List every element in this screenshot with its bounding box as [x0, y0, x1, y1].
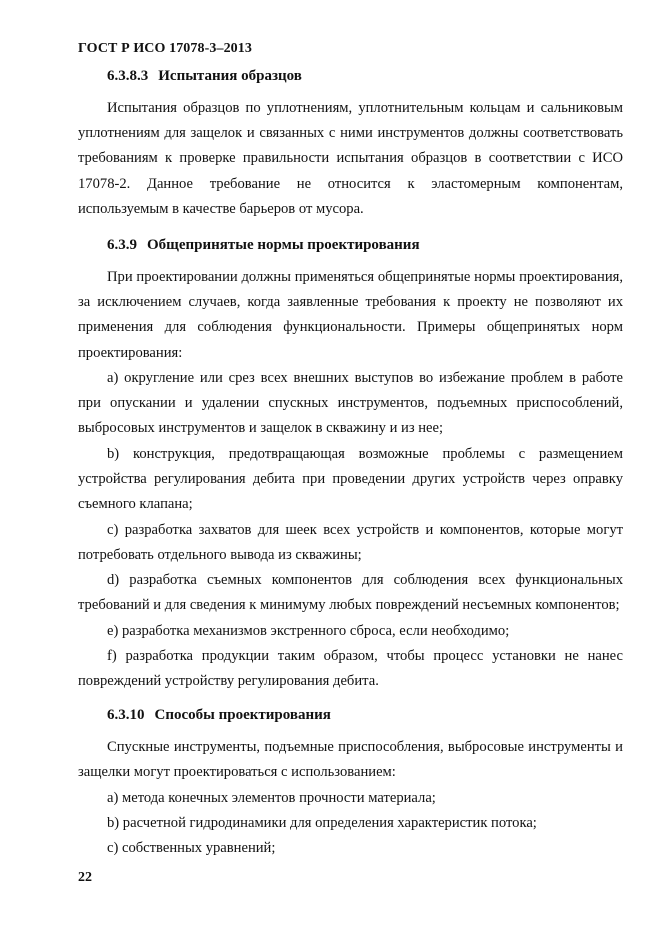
list-item-a: a) метода конечных элементов прочности материала;: [107, 790, 436, 806]
list-item-d: d) разработка съемных компонентов для соблюдения всех функциональных требований и для сведения к минимуму любых повреждений несъемных компонентов;: [78, 572, 623, 614]
paragraph: Спускные инструменты, подъемные приспособления, выбросовые инструменты и защелки могут проектироваться с использованием:: [78, 739, 623, 781]
section-number: 6.3.8.3: [107, 68, 149, 84]
list-item-c: c) разработка захватов для шеек всех устройств и компонентов, которые могут потребовать отдельного вывода из скважины;: [78, 522, 623, 564]
list-item-a: a) округление или срез всех внешних выступов во избежание проблем в работе при опускании и удалении спускных инструментов, подъемных приспособлений, выбросовых инструментов и защелок в скважину и из нее;: [78, 370, 623, 437]
list-item-c: c) собственных уравнений;: [107, 840, 276, 856]
list-item-b: b) расчетной гидродинамики для определения характеристик потока;: [107, 815, 537, 831]
section-heading-6-3-10: [107, 707, 331, 724]
page-number: 22: [78, 870, 92, 885]
list-item-e: e) разработка механизмов экстренного сброса, если необходимо;: [107, 623, 510, 639]
section-number: 6.3.9: [107, 237, 137, 253]
section-heading-6-3-8-3: [107, 68, 302, 85]
list-item-f: f) разработка продукции таким образом, чтобы процесс установки не нанес повреждений устройству регулирования дебита.: [78, 648, 623, 690]
paragraph: При проектировании должны применяться общепринятые нормы проектирования, за исключением случаев, когда заявленные требования к проекту не позволяют их применения для соблюдения функциональности. Примеры общепринятых норм проектирования:: [78, 269, 623, 361]
document-code-header: ГОСТ Р ИСО 17078-3–2013: [78, 41, 252, 56]
section-title: Испытания образцов: [158, 68, 302, 84]
list-item-b: b) конструкция, предотвращающая возможные проблемы с размещением устройства регулирования дебита при проведении других устройств через оправку съемного клапана;: [78, 446, 623, 513]
section-number: 6.3.10: [107, 707, 145, 723]
section-title: Способы проектирования: [154, 707, 331, 723]
section-title: Общепринятые нормы проектирования: [147, 237, 420, 253]
section-heading-6-3-9: [107, 237, 420, 254]
paragraph: Испытания образцов по уплотнениям, уплотнительным кольцам и сальниковым уплотнениям для защелок и связанных с ними инструментов должны соответствовать требованиям к проверке правильности испытания образцов в соответствии с ИСО 17078-2. Данное требование не относится к эластомерным компонентам, используемым в качестве барьеров от мусора.: [78, 100, 623, 217]
